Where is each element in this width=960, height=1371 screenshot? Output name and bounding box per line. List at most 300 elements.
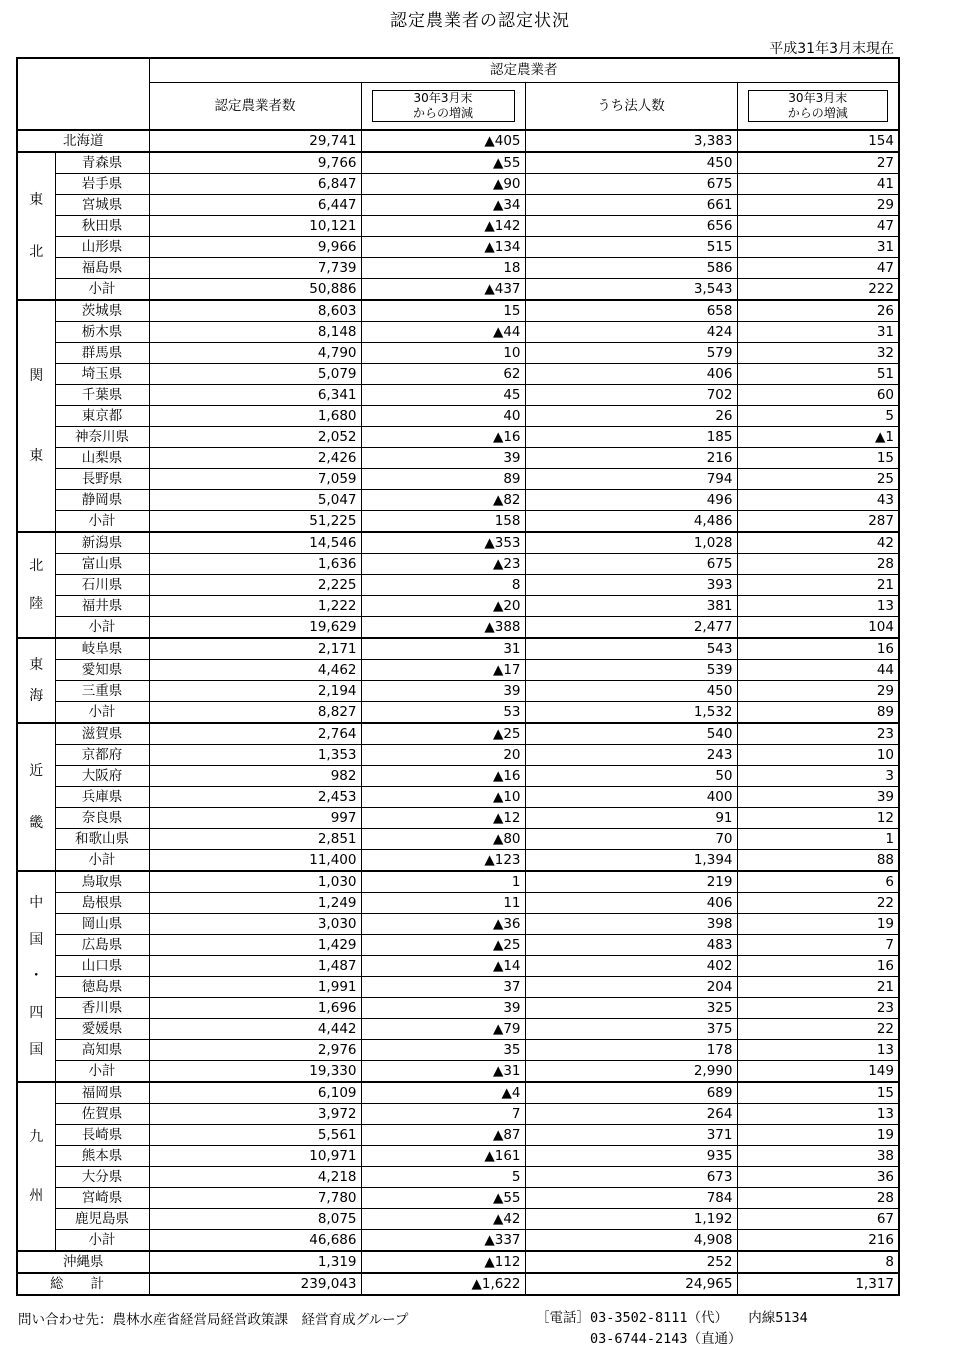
corp-cell: 496 — [525, 490, 737, 511]
corp-change-cell: 16 — [737, 638, 899, 660]
count-cell: 1,487 — [149, 956, 361, 977]
corp-cell: 406 — [525, 893, 737, 914]
corp-change-cell: 16 — [737, 956, 899, 977]
grand-total-label: 総 計 — [17, 1273, 149, 1295]
corp-change-cell: 39 — [737, 787, 899, 808]
corp-cell: 371 — [525, 1125, 737, 1146]
subtotal-row — [17, 617, 899, 639]
table-row — [17, 1146, 899, 1167]
corp-cell: 381 — [525, 596, 737, 617]
corp-change-cell: 43 — [737, 490, 899, 511]
count-cell: 2,225 — [149, 575, 361, 596]
subtotal-label: 小計 — [55, 1230, 149, 1252]
region-label — [17, 871, 55, 1082]
corp-change-cell: 8 — [737, 1251, 899, 1273]
region-label-stack — [18, 729, 55, 866]
corp-change-cell: 216 — [737, 1230, 899, 1252]
change-cell: 62 — [361, 364, 525, 385]
prefecture-name: 和歌山県 — [55, 829, 149, 850]
count-cell: 1,991 — [149, 977, 361, 998]
corp-cell: 26 — [525, 406, 737, 427]
as-of-date: 平成31年3月末現在 — [769, 41, 894, 57]
count-cell: 11,400 — [149, 850, 361, 872]
change-cell: 10 — [361, 343, 525, 364]
change-cell: ▲14 — [361, 956, 525, 977]
prefecture-name: 山梨県 — [55, 448, 149, 469]
corp-change-cell: 60 — [737, 385, 899, 406]
region-char: ・ — [29, 968, 44, 985]
region-label — [17, 723, 55, 871]
prefecture-name: 長野県 — [55, 469, 149, 490]
change-cell: 15 — [361, 300, 525, 322]
corp-change-cell: 21 — [737, 977, 899, 998]
table-row — [17, 1104, 899, 1125]
table-row — [17, 935, 899, 956]
change-cell: 35 — [361, 1040, 525, 1061]
corp-change-cell: 1,317 — [737, 1273, 899, 1295]
change-cell: ▲123 — [361, 850, 525, 872]
prefecture-name: 北海道 — [17, 130, 149, 152]
prefecture-name: 福井県 — [55, 596, 149, 617]
prefecture-name: 宮崎県 — [55, 1188, 149, 1209]
change-cell: ▲36 — [361, 914, 525, 935]
region-char: 州 — [29, 1188, 44, 1205]
prefecture-name: 石川県 — [55, 575, 149, 596]
count-cell: 19,330 — [149, 1061, 361, 1083]
table-row — [17, 1125, 899, 1146]
region-char: 東 — [29, 191, 44, 208]
table-row — [17, 998, 899, 1019]
region-char: 国 — [29, 931, 44, 948]
corp-change-cell: 1 — [737, 829, 899, 850]
count-cell: 1,222 — [149, 596, 361, 617]
corp-cell: 794 — [525, 469, 737, 490]
corp-cell: 539 — [525, 660, 737, 681]
count-cell: 2,052 — [149, 427, 361, 448]
prefecture-name: 愛媛県 — [55, 1019, 149, 1040]
corp-cell: 2,477 — [525, 617, 737, 639]
table-row — [17, 977, 899, 998]
region-char: 国 — [29, 1041, 44, 1058]
change-cell: 1 — [361, 871, 525, 893]
subtotal-label: 小計 — [55, 1061, 149, 1083]
prefecture-name: 徳島県 — [55, 977, 149, 998]
corp-change-cell: 287 — [737, 511, 899, 533]
corp-change-cell: 28 — [737, 1188, 899, 1209]
count-cell: 10,121 — [149, 216, 361, 237]
change-cell: 40 — [361, 406, 525, 427]
corp-cell: 515 — [525, 237, 737, 258]
region-char: 九 — [29, 1128, 44, 1145]
change-cell: ▲16 — [361, 766, 525, 787]
change-cell: 89 — [361, 469, 525, 490]
corp-cell: 204 — [525, 977, 737, 998]
prefecture-name: 秋田県 — [55, 216, 149, 237]
corp-cell: 784 — [525, 1188, 737, 1209]
count-cell: 19,629 — [149, 617, 361, 639]
header-change1: 30年3月末 からの増減 — [372, 90, 515, 122]
corp-change-cell: 47 — [737, 216, 899, 237]
table-row — [17, 575, 899, 596]
subtotal-row — [17, 1061, 899, 1083]
table-row — [17, 808, 899, 829]
prefecture-name: 富山県 — [55, 554, 149, 575]
prefecture-name: 佐賀県 — [55, 1104, 149, 1125]
corp-change-cell: 104 — [737, 617, 899, 639]
corp-cell: 661 — [525, 195, 737, 216]
region-label — [17, 532, 55, 638]
corp-cell: 216 — [525, 448, 737, 469]
count-cell: 51,225 — [149, 511, 361, 533]
corp-cell: 325 — [525, 998, 737, 1019]
table-row — [17, 638, 899, 660]
count-cell: 239,043 — [149, 1273, 361, 1295]
corp-change-cell: 19 — [737, 1125, 899, 1146]
certification-table-wrapper — [16, 57, 900, 1296]
corp-change-cell: 38 — [737, 1146, 899, 1167]
corp-cell: 50 — [525, 766, 737, 787]
change-cell: ▲353 — [361, 532, 525, 554]
prefecture-name: 三重県 — [55, 681, 149, 702]
region-label — [17, 1082, 55, 1251]
region-label — [17, 300, 55, 532]
prefecture-name: 栃木県 — [55, 322, 149, 343]
change-cell: ▲17 — [361, 660, 525, 681]
prefecture-name: 東京都 — [55, 406, 149, 427]
table-row — [17, 829, 899, 850]
table-row — [17, 258, 899, 279]
table-row — [17, 195, 899, 216]
count-cell: 1,249 — [149, 893, 361, 914]
table-row — [17, 300, 899, 322]
count-cell: 7,739 — [149, 258, 361, 279]
subtotal-label: 小計 — [55, 702, 149, 724]
table-row — [17, 174, 899, 195]
corp-cell: 689 — [525, 1082, 737, 1104]
change-cell: 20 — [361, 745, 525, 766]
count-cell: 8,603 — [149, 300, 361, 322]
prefecture-name: 京都府 — [55, 745, 149, 766]
corp-change-cell: 31 — [737, 237, 899, 258]
change-cell: ▲4 — [361, 1082, 525, 1104]
table-row — [17, 787, 899, 808]
count-cell: 5,079 — [149, 364, 361, 385]
count-cell: 3,030 — [149, 914, 361, 935]
change-cell: 37 — [361, 977, 525, 998]
table-row — [17, 554, 899, 575]
region-char: 四 — [29, 1005, 44, 1022]
change-cell: 8 — [361, 575, 525, 596]
corp-change-cell: 25 — [737, 469, 899, 490]
change-cell: ▲16 — [361, 427, 525, 448]
count-cell: 2,194 — [149, 681, 361, 702]
change-cell: 53 — [361, 702, 525, 724]
table-row — [17, 1019, 899, 1040]
header-group: 認定農業者 — [149, 58, 899, 82]
region-char: 関 — [29, 367, 44, 384]
phone-main: ［電話］03-3502-8111（代） 内線5134 — [536, 1310, 808, 1326]
region-label-stack — [18, 644, 55, 718]
region-char: 畿 — [29, 815, 44, 832]
change-cell: 7 — [361, 1104, 525, 1125]
table-row — [17, 490, 899, 511]
table-row — [17, 343, 899, 364]
corp-change-cell: 3 — [737, 766, 899, 787]
change-cell: 39 — [361, 998, 525, 1019]
prefecture-name: 埼玉県 — [55, 364, 149, 385]
change-cell: ▲142 — [361, 216, 525, 237]
change-cell: ▲10 — [361, 787, 525, 808]
count-cell: 2,764 — [149, 723, 361, 745]
change-cell: ▲25 — [361, 723, 525, 745]
subtotal-row — [17, 702, 899, 724]
certification-table — [16, 57, 900, 1296]
corp-change-cell: 15 — [737, 1082, 899, 1104]
region-char: 東 — [29, 656, 44, 673]
change-cell: ▲112 — [361, 1251, 525, 1273]
corp-change-cell: 15 — [737, 448, 899, 469]
table-row — [17, 216, 899, 237]
count-cell: 9,766 — [149, 152, 361, 174]
corp-change-cell: 31 — [737, 322, 899, 343]
corp-cell: 450 — [525, 681, 737, 702]
change-cell: ▲25 — [361, 935, 525, 956]
change-cell: ▲42 — [361, 1209, 525, 1230]
prefecture-name: 愛知県 — [55, 660, 149, 681]
table-row — [17, 1209, 899, 1230]
prefecture-name: 沖縄県 — [17, 1251, 149, 1273]
change-cell: ▲44 — [361, 322, 525, 343]
header-change1-cell — [361, 82, 525, 130]
count-cell: 4,218 — [149, 1167, 361, 1188]
corp-cell: 264 — [525, 1104, 737, 1125]
prefecture-name: 宮城県 — [55, 195, 149, 216]
corp-cell: 702 — [525, 385, 737, 406]
corp-change-cell: 19 — [737, 914, 899, 935]
count-cell: 5,561 — [149, 1125, 361, 1146]
count-cell: 8,827 — [149, 702, 361, 724]
table-row — [17, 1167, 899, 1188]
prefecture-name: 大分県 — [55, 1167, 149, 1188]
prefecture-name: 高知県 — [55, 1040, 149, 1061]
count-cell: 982 — [149, 766, 361, 787]
change-cell: ▲34 — [361, 195, 525, 216]
region-char: 近 — [29, 762, 44, 779]
change-cell: ▲1,622 — [361, 1273, 525, 1295]
change-cell: ▲388 — [361, 617, 525, 639]
subtotal-label: 小計 — [55, 617, 149, 639]
region-label — [17, 638, 55, 723]
change-cell: ▲79 — [361, 1019, 525, 1040]
corp-cell: 185 — [525, 427, 737, 448]
prefecture-name: 福岡県 — [55, 1082, 149, 1104]
header-change2: 30年3月末 からの増減 — [748, 90, 889, 122]
count-cell: 6,447 — [149, 195, 361, 216]
change-cell: 18 — [361, 258, 525, 279]
count-cell: 3,972 — [149, 1104, 361, 1125]
corp-cell: 1,532 — [525, 702, 737, 724]
prefecture-name: 新潟県 — [55, 532, 149, 554]
corp-cell: 1,192 — [525, 1209, 737, 1230]
corp-change-cell: 21 — [737, 575, 899, 596]
corp-change-cell: ▲1 — [737, 427, 899, 448]
change-cell: ▲55 — [361, 152, 525, 174]
corp-cell: 424 — [525, 322, 737, 343]
prefecture-name: 鳥取県 — [55, 871, 149, 893]
prefecture-name: 奈良県 — [55, 808, 149, 829]
prefecture-name: 滋賀県 — [55, 723, 149, 745]
corp-change-cell: 89 — [737, 702, 899, 724]
corp-cell: 3,543 — [525, 279, 737, 301]
corp-cell: 3,383 — [525, 130, 737, 152]
table-row — [17, 427, 899, 448]
prefecture-name: 大阪府 — [55, 766, 149, 787]
region-label-stack — [18, 306, 55, 527]
corp-cell: 543 — [525, 638, 737, 660]
count-cell: 14,546 — [149, 532, 361, 554]
count-cell: 4,790 — [149, 343, 361, 364]
corp-change-cell: 13 — [737, 596, 899, 617]
region-char: 中 — [29, 895, 44, 912]
table-row — [17, 660, 899, 681]
corp-cell: 1,028 — [525, 532, 737, 554]
corp-cell: 375 — [525, 1019, 737, 1040]
change-cell: ▲20 — [361, 596, 525, 617]
count-cell: 6,109 — [149, 1082, 361, 1104]
prefecture-name: 鹿児島県 — [55, 1209, 149, 1230]
region-label-stack — [18, 538, 55, 633]
count-cell: 9,966 — [149, 237, 361, 258]
count-cell: 8,148 — [149, 322, 361, 343]
corp-change-cell: 12 — [737, 808, 899, 829]
corp-cell: 402 — [525, 956, 737, 977]
prefecture-name: 岡山県 — [55, 914, 149, 935]
prefecture-name: 熊本県 — [55, 1146, 149, 1167]
corp-cell: 24,965 — [525, 1273, 737, 1295]
corp-cell: 658 — [525, 300, 737, 322]
count-cell: 4,462 — [149, 660, 361, 681]
table-row — [17, 406, 899, 427]
corp-change-cell: 44 — [737, 660, 899, 681]
change-cell: 31 — [361, 638, 525, 660]
subtotal-row — [17, 279, 899, 301]
count-cell: 1,319 — [149, 1251, 361, 1273]
table-row — [17, 914, 899, 935]
subtotal-label: 小計 — [55, 850, 149, 872]
change-cell: ▲337 — [361, 1230, 525, 1252]
change-cell: ▲80 — [361, 829, 525, 850]
phone-direct: 03-6744-2143（直通） — [536, 1331, 742, 1347]
table-row — [17, 596, 899, 617]
region-char: 北 — [29, 557, 44, 574]
count-cell: 4,442 — [149, 1019, 361, 1040]
change-cell: ▲55 — [361, 1188, 525, 1209]
table-row — [17, 1251, 899, 1273]
table-row — [17, 745, 899, 766]
prefecture-name: 岩手県 — [55, 174, 149, 195]
table-row — [17, 322, 899, 343]
region-label-stack — [18, 158, 55, 295]
corp-change-cell: 28 — [737, 554, 899, 575]
region-char: 東 — [29, 448, 44, 465]
region-char: 北 — [29, 244, 44, 261]
change-cell: ▲82 — [361, 490, 525, 511]
corp-cell: 243 — [525, 745, 737, 766]
table-row — [17, 152, 899, 174]
corp-cell: 4,908 — [525, 1230, 737, 1252]
page-title: 認定農業者の認定状況 — [390, 11, 570, 31]
region-label — [17, 152, 55, 300]
table-row — [17, 364, 899, 385]
corp-change-cell: 23 — [737, 998, 899, 1019]
corp-cell: 406 — [525, 364, 737, 385]
corp-change-cell: 13 — [737, 1104, 899, 1125]
corp-change-cell: 88 — [737, 850, 899, 872]
prefecture-name: 島根県 — [55, 893, 149, 914]
change-cell: ▲161 — [361, 1146, 525, 1167]
table-row — [17, 871, 899, 893]
corp-cell: 1,394 — [525, 850, 737, 872]
subtotal-row — [17, 1230, 899, 1252]
table-row — [17, 448, 899, 469]
corp-cell: 656 — [525, 216, 737, 237]
count-cell: 10,971 — [149, 1146, 361, 1167]
table-row — [17, 1082, 899, 1104]
corp-change-cell: 67 — [737, 1209, 899, 1230]
corp-cell: 2,990 — [525, 1061, 737, 1083]
corp-change-cell: 41 — [737, 174, 899, 195]
header-change2-cell — [737, 82, 899, 130]
change-cell: ▲405 — [361, 130, 525, 152]
count-cell: 6,847 — [149, 174, 361, 195]
contact-info: 問い合わせ先：農林水産省経営局経営政策課 経営育成グループ — [18, 1312, 409, 1328]
count-cell: 997 — [149, 808, 361, 829]
region-char: 陸 — [29, 596, 44, 613]
corp-change-cell: 5 — [737, 406, 899, 427]
corp-change-cell: 36 — [737, 1167, 899, 1188]
corp-cell: 579 — [525, 343, 737, 364]
count-cell: 1,680 — [149, 406, 361, 427]
count-cell: 1,696 — [149, 998, 361, 1019]
change-cell: ▲90 — [361, 174, 525, 195]
corp-change-cell: 222 — [737, 279, 899, 301]
table-row — [17, 130, 899, 152]
prefecture-name: 千葉県 — [55, 385, 149, 406]
table-row — [17, 469, 899, 490]
corp-cell: 586 — [525, 258, 737, 279]
corp-change-cell: 22 — [737, 893, 899, 914]
prefecture-name: 茨城県 — [55, 300, 149, 322]
change-cell: 45 — [361, 385, 525, 406]
corp-change-cell: 154 — [737, 130, 899, 152]
table-row — [17, 237, 899, 258]
corp-change-cell: 149 — [737, 1061, 899, 1083]
count-cell: 29,741 — [149, 130, 361, 152]
count-cell: 8,075 — [149, 1209, 361, 1230]
prefecture-name: 山形県 — [55, 237, 149, 258]
table-row — [17, 1273, 899, 1295]
prefecture-name: 青森県 — [55, 152, 149, 174]
table-row — [17, 893, 899, 914]
table-row — [17, 1040, 899, 1061]
change-cell: 158 — [361, 511, 525, 533]
corp-change-cell: 29 — [737, 195, 899, 216]
count-cell: 50,886 — [149, 279, 361, 301]
subtotal-row — [17, 511, 899, 533]
corp-change-cell: 10 — [737, 745, 899, 766]
prefecture-name: 福島県 — [55, 258, 149, 279]
corp-change-cell: 6 — [737, 871, 899, 893]
